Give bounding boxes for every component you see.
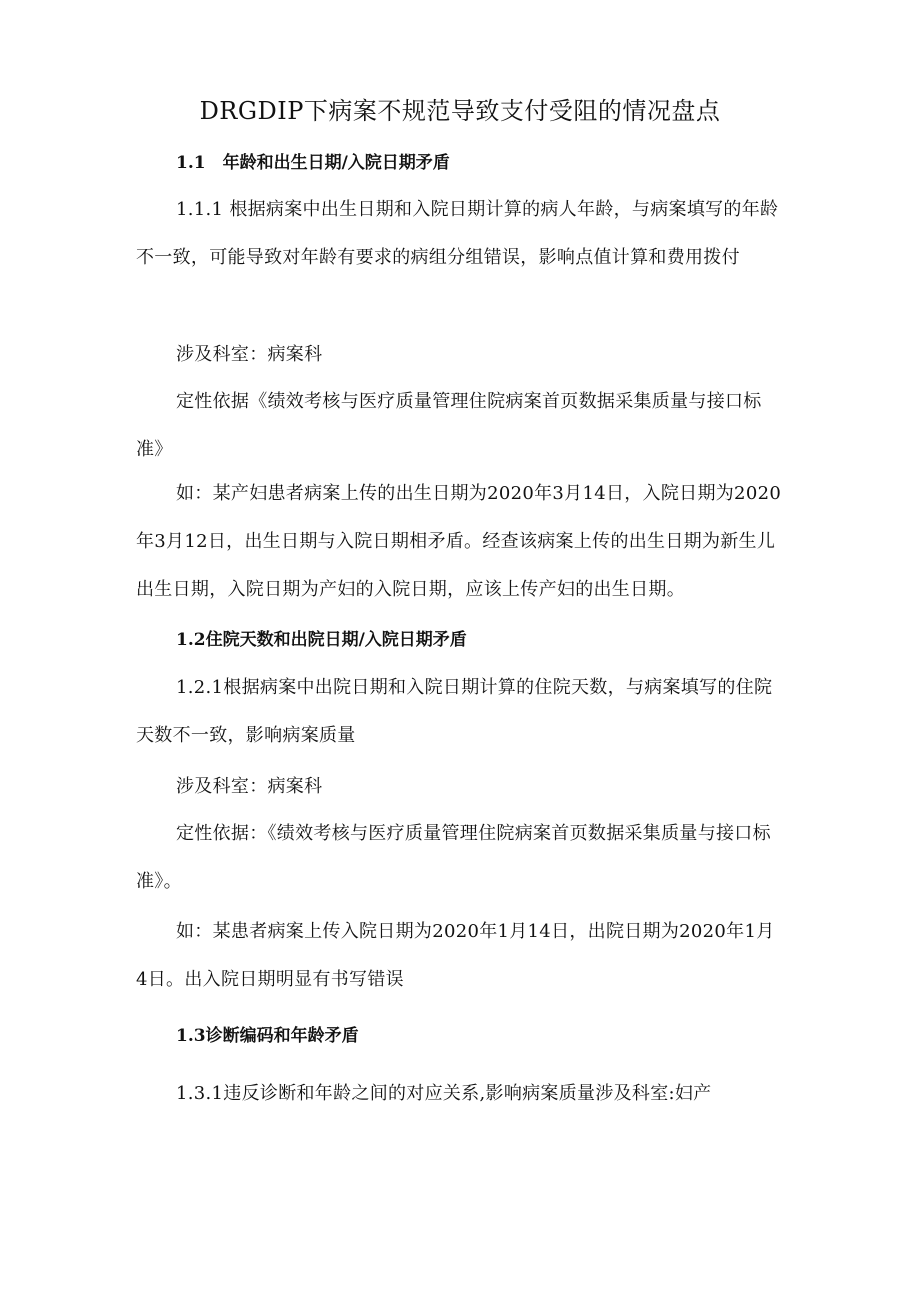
section-1-2-dept: 涉及科室：病案科: [176, 776, 323, 797]
section-heading-1-1: 1.1 年龄和出生日期/入院日期矛盾: [176, 153, 450, 173]
section-1-3-item: 1.3.1违反诊断和年龄之间的对应关系,影响病案质量涉及科室:妇产: [176, 1083, 712, 1104]
section-1-1-basis: 定性依据《绩效考核与医疗质量管理住院病案首页数据采集质量与接口标准》: [136, 391, 762, 460]
section-1-2-example: 如：某患者病案上传入院日期为2020年1月14日，出院日期为2020年1月4日。出入院日期明显有书写错误: [136, 921, 775, 990]
section-heading-1-3: 1.3诊断编码和年龄矛盾: [176, 1026, 359, 1046]
section-1-1-item: 1.1.1 根据病案中出生日期和入院日期计算的病人年龄，与病案填写的年龄不一致，可能导致对年龄有要求的病组分组错误，影响点值计算和费用拨付: [136, 199, 779, 268]
document-title: DRGDIP下病案不规范导致支付受阻的情况盘点: [199, 97, 721, 125]
section-1-1-dept: 涉及科室：病案科: [176, 344, 323, 365]
section-1-2-item: 1.2.1根据病案中出院日期和入院日期计算的住院天数，与病案填写的住院天数不一致，影响病案质量: [136, 677, 773, 746]
section-heading-1-2: 1.2住院天数和出院日期/入院日期矛盾: [176, 630, 467, 650]
section-1-2-basis: 定性依据：《绩效考核与医疗质量管理住院病案首页数据采集质量与接口标准》。: [136, 823, 771, 892]
section-1-1-example: 如：某产妇患者病案上传的出生日期为2020年3月14日，入院日期为2020年3月12日，出生日期与入院日期相矛盾。经查该病案上传的出生日期为新生儿出生日期，入院日期为产妇的入院日期，应该上传产妇的出生日期。: [136, 483, 782, 600]
